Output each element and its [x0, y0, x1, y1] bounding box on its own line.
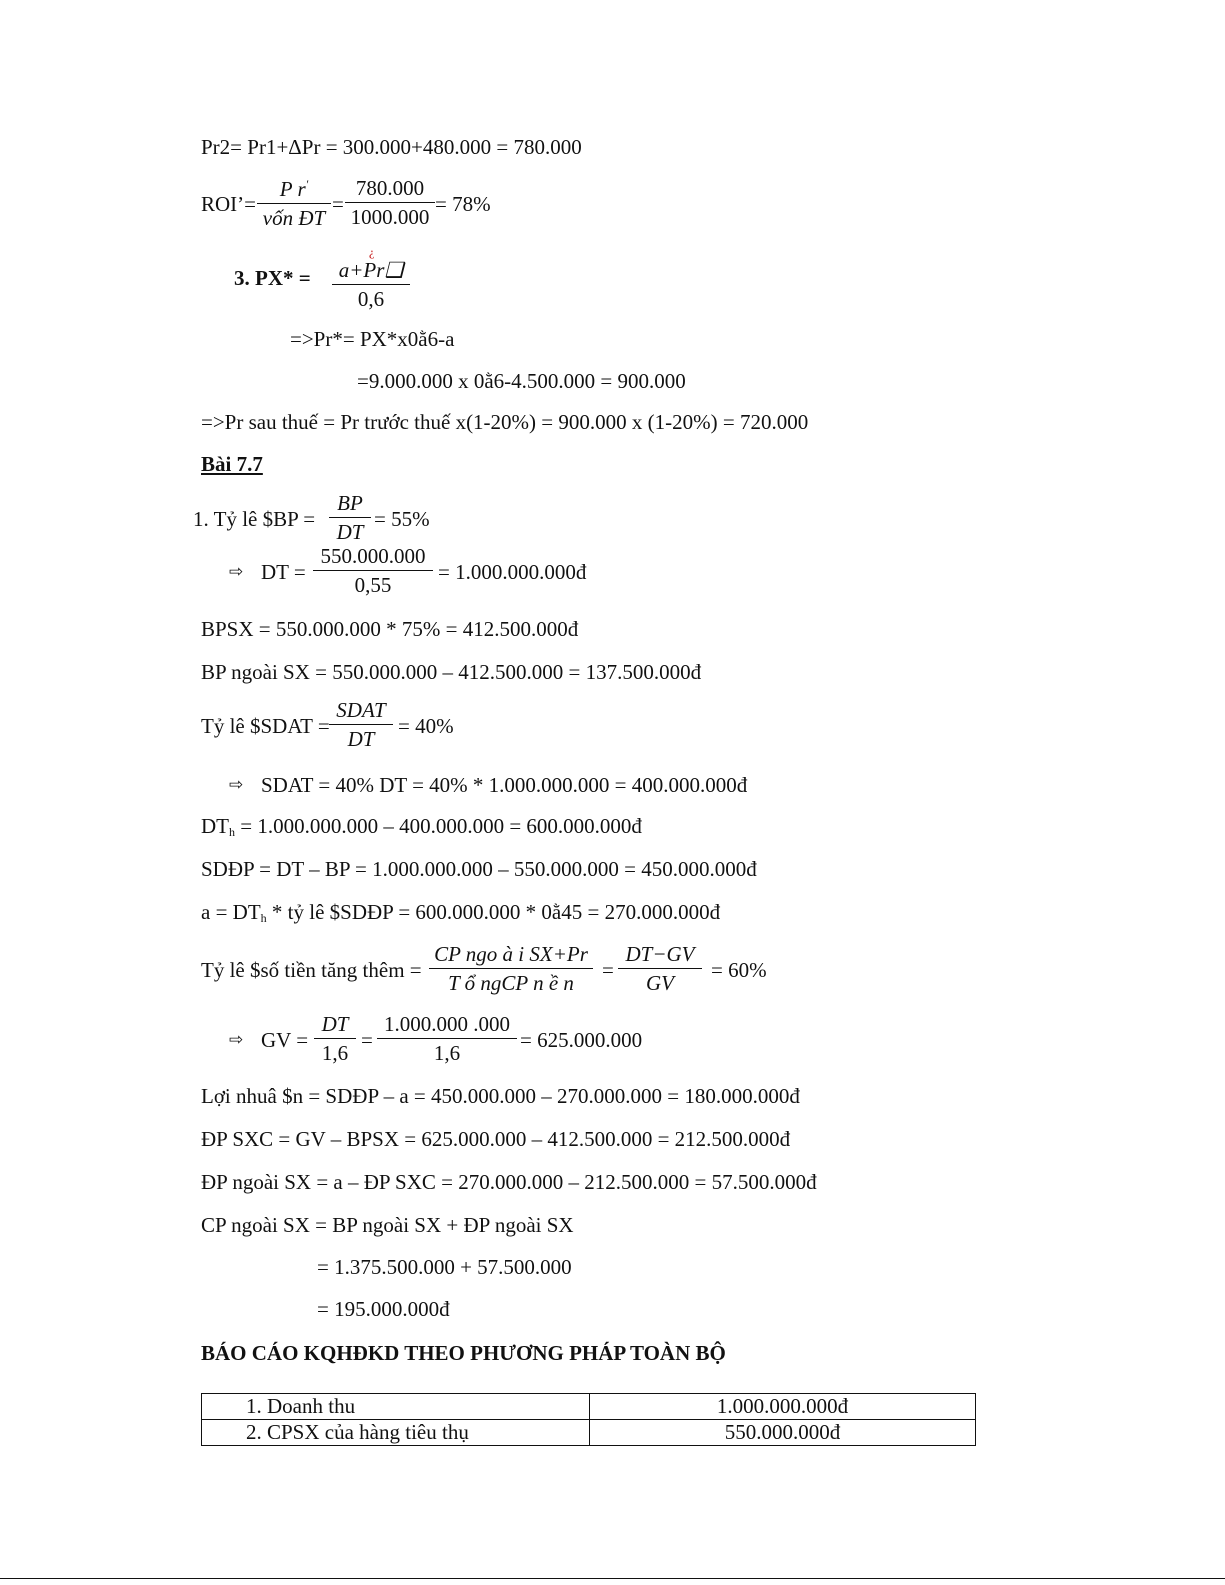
tyle-sdat-numerator: SDAT: [329, 700, 393, 725]
tyle-bp-denominator: DT: [336, 520, 364, 544]
page-bottom-rule: [0, 1578, 1225, 1579]
arrow-icon: ⇨: [229, 1030, 244, 1050]
tyle-tien-numerator-1: CP ngo à i SX+Pr: [429, 944, 593, 969]
dt-label: DT =: [261, 560, 306, 584]
formula-bp-ngoai: BP ngoài SX = 550.000.000 – 412.500.000 = 137.500.000đ: [201, 660, 702, 684]
table-cell-label: 1. Doanh thu: [202, 1394, 590, 1420]
gv-fraction-1: [314, 1014, 356, 1064]
roi-label: ROI’=: [201, 192, 257, 216]
tyle-bp-numerator: BP: [329, 493, 371, 518]
formula-dth: $DT_h = 1.000.000.000 - 400.000.000$ = 600.000.000đ: [201, 814, 642, 839]
px-numerator-mark: ¿: [369, 245, 375, 259]
gv-result: = 625.000.000: [520, 1028, 643, 1052]
tyle-tien-label: Tỷ lê $số tiền tăng thêm =: [201, 958, 422, 982]
report-title: BÁO CÁO KQHĐKD THEO PHƯƠNG PHÁP TOÀN BỘ: [201, 1341, 726, 1365]
table-row: [202, 1420, 976, 1446]
formula-cp-ngoai-3: = 195.000.000đ: [317, 1297, 450, 1321]
roi-fraction-1: [257, 178, 331, 229]
table-cell-label: 2. CPSX của hàng tiêu thụ: [202, 1420, 590, 1446]
tyle-bp-result: = 55%: [374, 507, 430, 531]
formula-dp-ngoai: ĐP ngoài SX = a – ĐP SXC = 270.000.000 – 212.500.000 = 57.500.000đ: [201, 1170, 817, 1194]
gv-denominator-1: 1,6: [321, 1041, 349, 1065]
formula-cp-ngoai-2: = 1.375.500.000 + 57.500.000: [317, 1255, 572, 1279]
formula-pr-after-tax: =>Pr sau thuế = Pr trước thuế x(1-20%) = 900.000 x (1-20%) = 720.000: [201, 410, 809, 434]
roi-result: = 78%: [435, 192, 491, 216]
formula-a: $a = DT_h$ * tỷ lê $SDĐP = 600.000.000 * 0ằ45 = 270.000.000đ: [201, 900, 721, 925]
formula-pr2: Pr2= Pr1+ΔPr = 300.000+480.000 = 780.000: [201, 135, 582, 159]
dt-numerator: 550.000.000: [313, 546, 433, 571]
tyle-tien-denominator-2: GV: [646, 971, 674, 995]
formula-pr-star-calc: =9.000.000 x 0ằ6-4.500.000 = 900.000: [357, 369, 686, 393]
tyle-sdat-label: Tỷ lê $SDAT =: [201, 714, 330, 738]
tyle-sdat-denominator: DT: [347, 727, 375, 751]
tyle-tien-fraction-2: [618, 944, 702, 994]
formula-cp-ngoai: CP ngoài SX = BP ngoài SX + ĐP ngoài SX: [201, 1213, 574, 1237]
exercise-heading: Bài 7.7: [201, 452, 263, 476]
arrow-icon: ⇨: [229, 775, 244, 795]
table-cell-value: 1.000.000.000đ: [590, 1394, 976, 1420]
arrow-icon: ⇨: [229, 562, 244, 582]
px-fraction: [332, 260, 410, 310]
dt-fraction: [313, 546, 433, 596]
px-numerator: a+Pr❑: [332, 260, 410, 285]
formula-sddp: SDĐP = DT – BP = 1.000.000.000 – 550.000.000 = 450.000.000đ: [201, 857, 757, 881]
roi-numerator-1: P r′: [257, 178, 331, 204]
tyle-bp-label: 1. Tỷ lê $BP =: [193, 507, 316, 531]
formula-sdat: SDAT = 40% DT = 40% * 1.000.000.000 = 400.000.000đ: [261, 773, 748, 797]
gv-numerator-2: 1.000.000 .000: [377, 1014, 517, 1039]
table-cell-value: 550.000.000đ: [590, 1420, 976, 1446]
tyle-bp-fraction: [329, 493, 371, 543]
gv-equals: =: [361, 1028, 373, 1052]
tyle-tien-denominator-1: T ổ ngCP n ề n: [448, 971, 574, 995]
px-denominator: 0,6: [357, 287, 385, 311]
roi-denominator-2: 1000.000: [350, 205, 430, 229]
dt-result: = 1.000.000.000đ: [438, 560, 587, 584]
table-row: [202, 1394, 976, 1420]
gv-numerator-1: DT: [314, 1014, 356, 1039]
formula-dp-sxc: ĐP SXC = GV – BPSX = 625.000.000 – 412.500.000 = 212.500.000đ: [201, 1127, 791, 1151]
tyle-sdat-result: = 40%: [398, 714, 454, 738]
roi-denominator-1: vốn ĐT: [262, 206, 326, 230]
gv-label: GV =: [261, 1028, 309, 1052]
gv-denominator-2: 1,6: [433, 1041, 461, 1065]
dt-denominator: 0,55: [354, 573, 392, 597]
roi-numerator-2: 780.000: [345, 178, 435, 203]
tyle-sdat-fraction: [329, 700, 393, 750]
formula-pr-star: =>Pr*= PX*x0ằ6-a: [290, 327, 455, 351]
px-label: 3. PX* =: [234, 266, 311, 290]
report-table: [201, 1393, 976, 1446]
roi-equals: =: [332, 192, 344, 216]
gv-fraction-2: [377, 1014, 517, 1064]
tyle-tien-fraction-1: [429, 944, 593, 994]
formula-bpsx: BPSX = 550.000.000 * 75% = 412.500.000đ: [201, 617, 579, 641]
tyle-tien-result: = 60%: [711, 958, 767, 982]
tyle-tien-numerator-2: DT−GV: [618, 944, 702, 969]
formula-loi-nhuan: Lợi nhuâ $n = SDĐP – a = 450.000.000 – 270.000.000 = 180.000.000đ: [201, 1084, 800, 1108]
tyle-tien-equals: =: [602, 958, 614, 982]
roi-fraction-2: [345, 178, 435, 228]
